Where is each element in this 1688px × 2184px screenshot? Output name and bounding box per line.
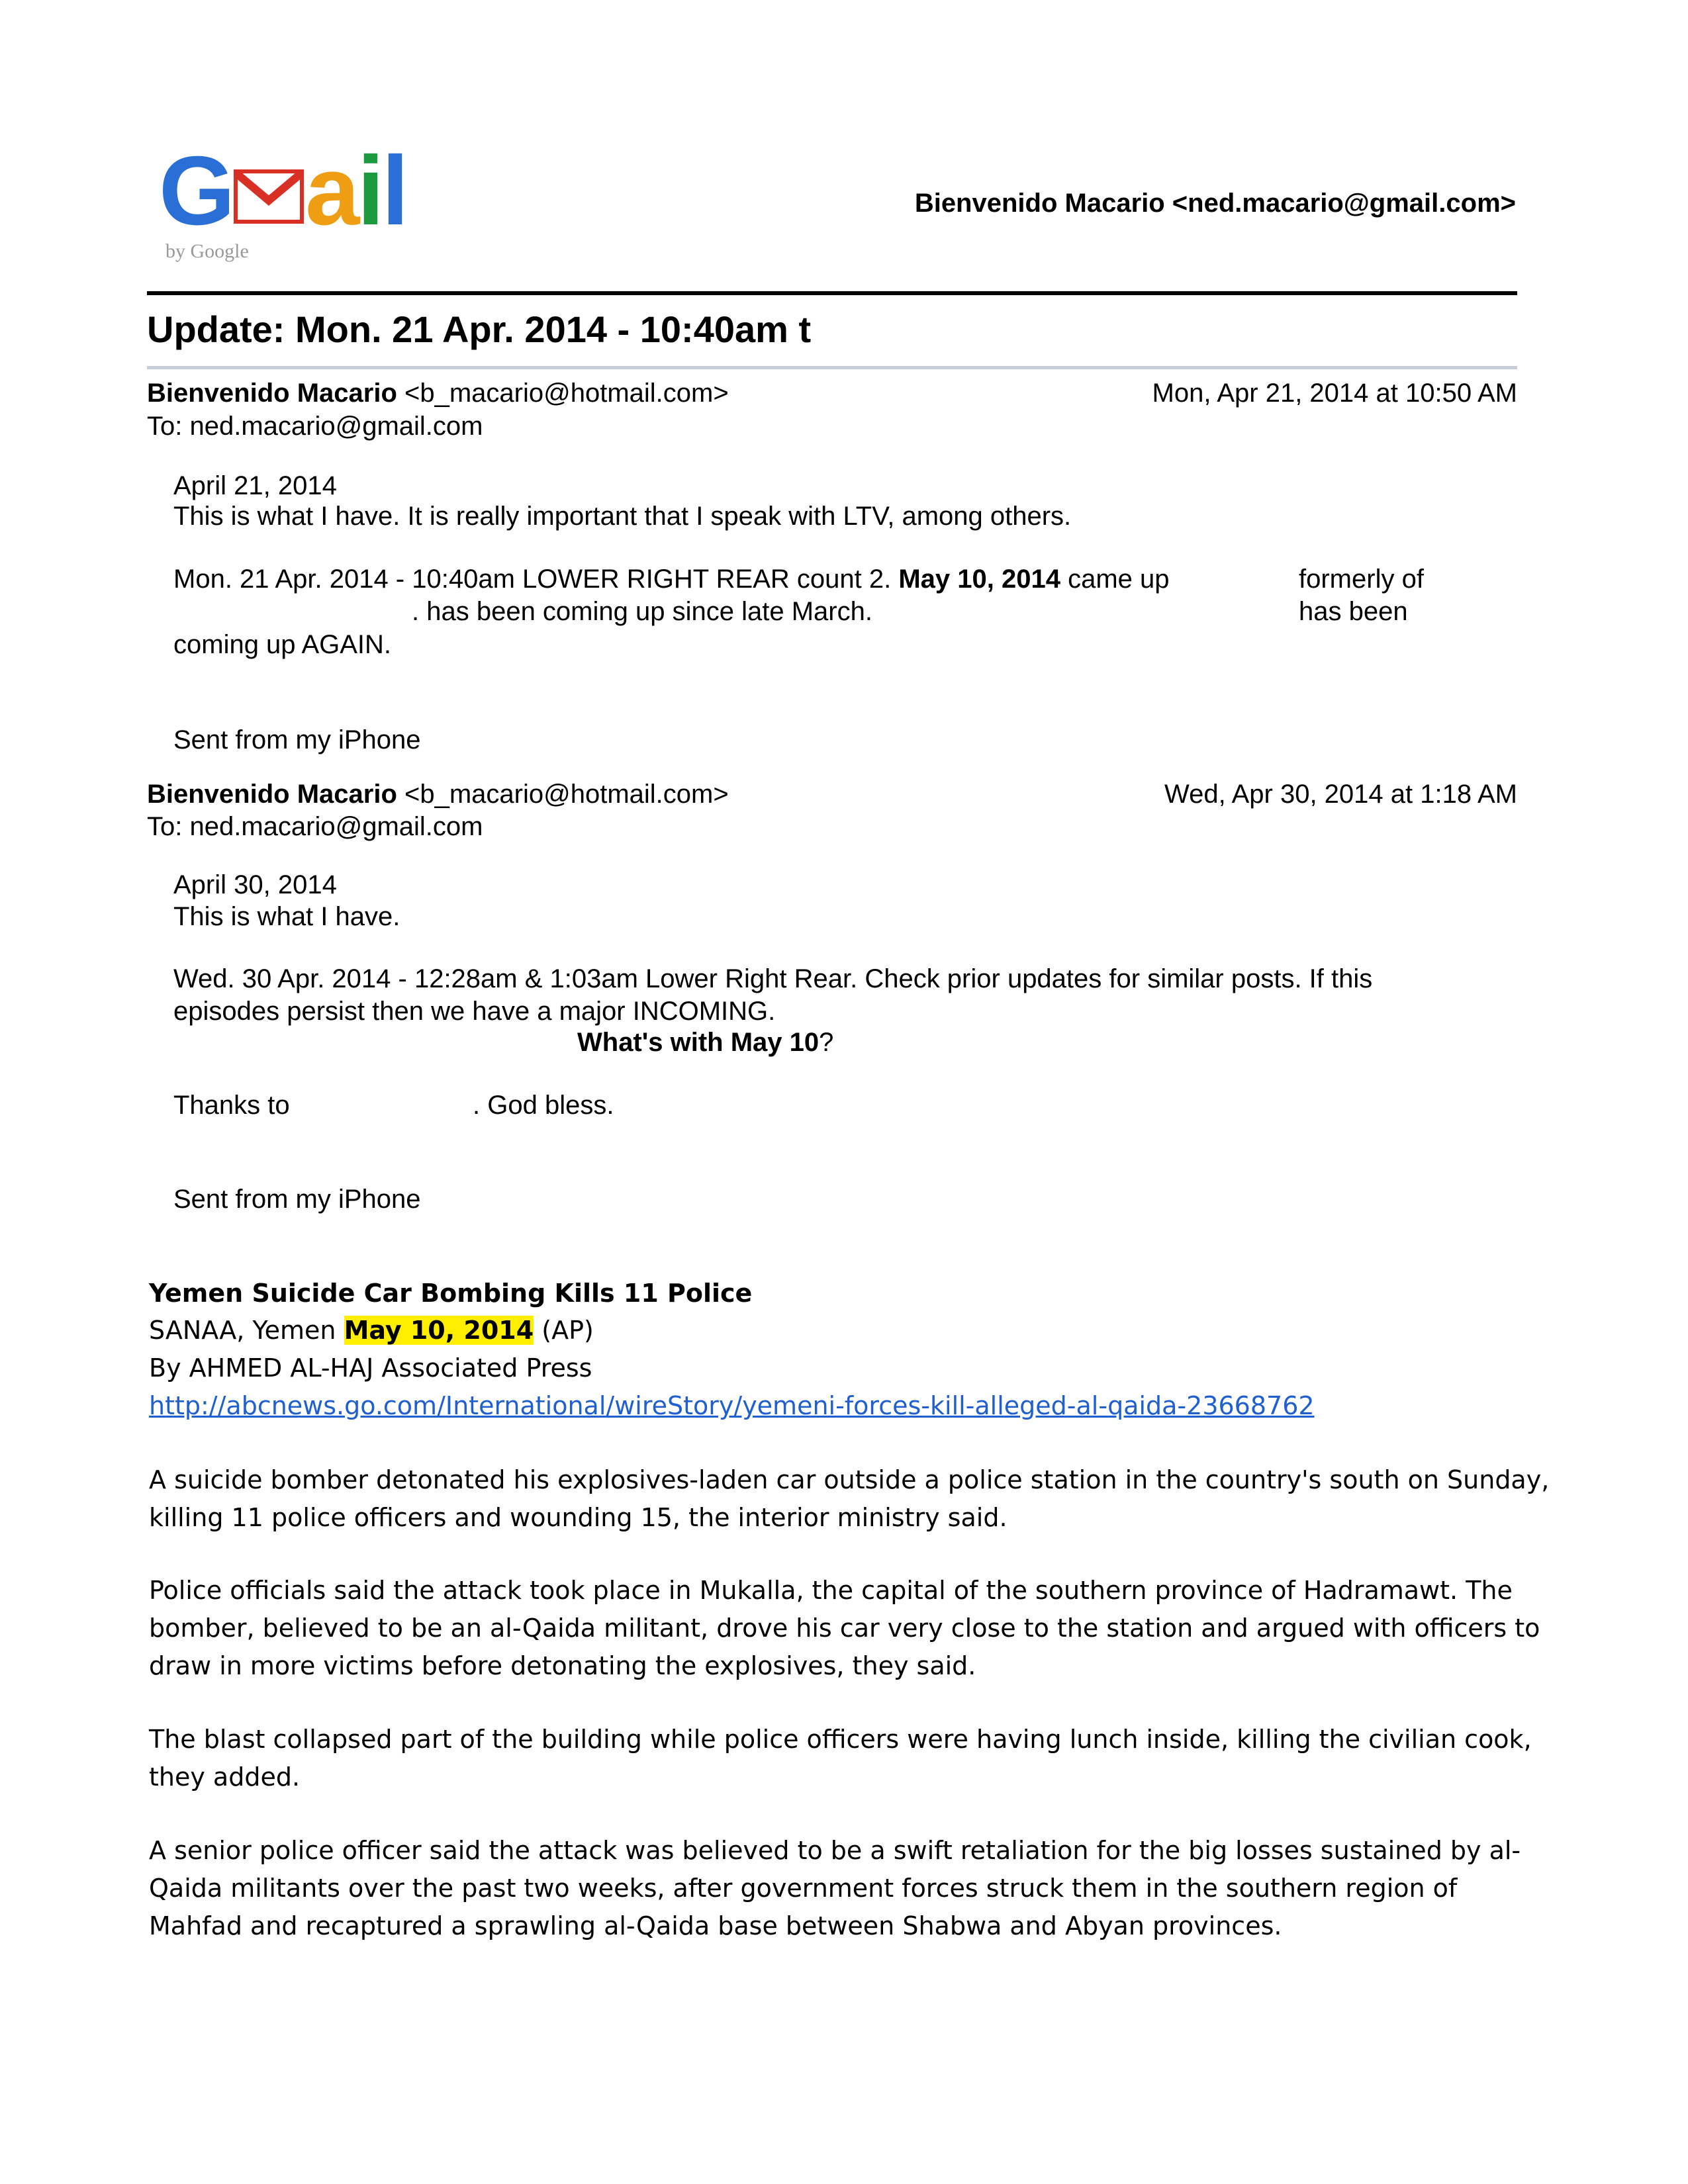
sender-name: Bienvenido Macario <box>147 379 397 408</box>
article-paragraph-4: A senior police officer said the attack was believed to be a swift retaliation for the big losses sustained by al- Qaida militants over the past two weeks, after government forces struck them in the southern region of Mahfad and recaptured a sprawling al-Qaida base between Shabwa and Abyan provinces. <box>149 1836 1521 1940</box>
message-1-date: Mon, Apr 21, 2014 at 10:50 AM <box>1152 379 1517 408</box>
message-1-sender <box>147 379 729 408</box>
message-2-intro: This is what I have. <box>173 902 400 931</box>
gmail-logo: G ail by Google <box>159 136 406 262</box>
message-2-thanks-end: . God bless. <box>473 1091 614 1120</box>
message-2-sender <box>147 780 729 809</box>
article-headline: Yemen Suicide Car Bombing Kills 11 Police <box>149 1279 753 1308</box>
article-link[interactable]: http://abcnews.go.com/International/wireStory/yemeni-forces-kill-alleged-al-qaida-23668762 <box>149 1391 1315 1420</box>
gmail-envelope-icon <box>234 167 304 224</box>
message-1-update-right2: has been <box>1299 597 1408 626</box>
message-2-recipient: To: ned.macario@gmail.com <box>147 812 483 841</box>
message-1-update-line2: . has been coming up since late March. <box>412 597 872 626</box>
message-2-update-line2: episodes persist then we have a major INCOMING. <box>173 997 776 1026</box>
message-1-update-right1: formerly of <box>1299 565 1424 594</box>
message-2-thanks-start: Thanks to <box>173 1091 290 1120</box>
message-1-signature: Sent from my iPhone <box>173 725 421 754</box>
subject-divider <box>147 366 1517 369</box>
header-divider <box>147 291 1517 295</box>
message-2-date-line: April 30, 2014 <box>173 870 337 899</box>
message-2-signature: Sent from my iPhone <box>173 1185 421 1214</box>
email-subject: Update: Mon. 21 Apr. 2014 - 10:40am t <box>147 308 812 350</box>
article-byline: By AHMED AL-HAJ Associated Press <box>149 1353 592 1383</box>
article-paragraph-3: The blast collapsed part of the building while police officers were having lunch inside, killing the civilian cook, they added. <box>149 1725 1532 1792</box>
message-1-date-line: April 21, 2014 <box>173 471 337 500</box>
message-2-question: What's with May 10? <box>577 1028 834 1057</box>
gmail-byline: by Google <box>165 240 249 262</box>
sender-email: <b_macario@hotmail.com> <box>404 780 729 809</box>
account-header: Bienvenido Macario <ned.macario@gmail.com> <box>914 189 1516 218</box>
message-1-recipient: To: ned.macario@gmail.com <box>147 412 483 441</box>
article-paragraph-1: A suicide bomber detonated his explosives-laden car outside a police station in the country's south on Sunday, killing 11 police officers and wounding 15, the interior ministry said. <box>149 1465 1550 1532</box>
highlighted-date: May 10, 2014 <box>344 1316 534 1345</box>
sender-name: Bienvenido Macario <box>147 780 397 809</box>
message-2-date: Wed, Apr 30, 2014 at 1:18 AM <box>1164 780 1517 809</box>
article-dateline: SANAA, Yemen May 10, 2014 (AP) <box>149 1316 594 1345</box>
message-1-update-line3: coming up AGAIN. <box>173 630 392 659</box>
message-2-update-line1: Wed. 30 Apr. 2014 - 12:28am & 1:03am Lower Right Rear. Check prior updates for similar posts. If this <box>173 964 1373 993</box>
message-1-update-line1: Mon. 21 Apr. 2014 - 10:40am LOWER RIGHT REAR count 2. May 10, 2014 came up <box>173 565 1170 594</box>
message-1-intro: This is what I have. It is really important that I speak with LTV, among others. <box>173 502 1072 531</box>
sender-email: <b_macario@hotmail.com> <box>404 379 729 408</box>
article-paragraph-2: Police officials said the attack took place in Mukalla, the capital of the southern province of Hadramawt. The bomber, believed to be an al-Qaida militant, drove his car very close to the station and argued with officers to draw in more victims before detonating the explosives, they said. <box>149 1576 1540 1680</box>
